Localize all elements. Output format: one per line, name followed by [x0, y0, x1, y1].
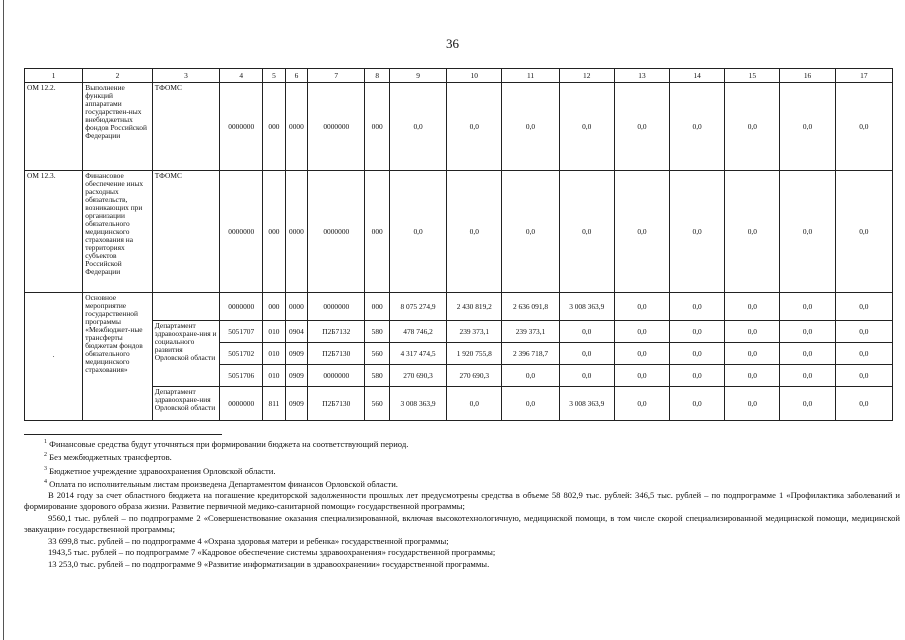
header-cell: 4 — [220, 69, 263, 83]
row-code-marker: · — [25, 293, 83, 421]
footnote-text: Финансовые средства будут уточняться при формировании бюджета на соответствующий период. — [49, 438, 409, 449]
body-paragraph: 9560,1 тыс. рублей – по подпрограмме 2 «Совершенствование оказания специализированной, включая высокотехнологичную, медицинской помощи, в том числе скорой специализированной медицинской помощи, медицинской эвакуации» государственной программы; — [24, 512, 900, 535]
cell: 8 075 274,9 — [389, 293, 446, 321]
header-cell: 3 — [152, 69, 219, 83]
cell: 580 — [365, 365, 390, 387]
cell: 2 430 819,2 — [447, 293, 502, 321]
footnote — [24, 477, 900, 490]
cell: 000 — [263, 83, 285, 171]
cell: 0000000 — [220, 293, 263, 321]
cell: 0,0 — [502, 387, 559, 421]
cell: 010 — [263, 365, 285, 387]
cell: 0000000 — [308, 171, 365, 293]
body-paragraph: 13 253,0 тыс. рублей – по подпрограмме 9 «Развитие информатизации в здравоохранении» государственной программы. — [48, 558, 490, 569]
cell: 0,0 — [725, 387, 780, 421]
cell: 0000000 — [220, 83, 263, 171]
cell: 0,0 — [725, 83, 780, 171]
row-agency: Департамент здравоохране-ния Орловской области — [152, 387, 219, 421]
cell: П2Б7130 — [308, 343, 365, 365]
table-row — [25, 171, 893, 293]
header-cell: 17 — [835, 69, 892, 83]
cell: 0,0 — [780, 83, 835, 171]
footnotes-section — [24, 434, 900, 570]
footnote — [24, 464, 900, 477]
cell: 0000000 — [220, 171, 263, 293]
cell: 0,0 — [670, 365, 725, 387]
table-header-row — [25, 69, 893, 83]
cell: 0,0 — [780, 293, 835, 321]
body-paragraph: В 2014 году за счет областного бюджета на погашение кредиторской задолженности прошлых лет предусмотрены средства в объеме 58 802,9 тыс. рублей: 346,5 тыс. рублей – по подпрограмме 1 «Профилактика заболеваний и формирование здорового образа жизни. Развитие первичной медико-санитарной помощи» государственной программы; — [24, 490, 900, 512]
row-name: Основное мероприятие государственной программы «Межбюджет-ные трансферты бюджетам фондов обязательного медицинского страхования» — [83, 293, 153, 421]
cell: 0,0 — [725, 343, 780, 365]
row-name: Выполнение функций аппаратами государствен-ных внебюджетных фондов Российской Федерации — [83, 83, 153, 171]
cell: 0,0 — [502, 83, 559, 171]
cell: 0,0 — [559, 365, 614, 387]
cell: 0,0 — [670, 343, 725, 365]
cell: 2 396 718,7 — [502, 343, 559, 365]
cell: 270 690,3 — [447, 365, 502, 387]
cell: 580 — [365, 321, 390, 343]
cell: 560 — [365, 387, 390, 421]
cell: 478 746,2 — [389, 321, 446, 343]
table-row — [25, 321, 893, 343]
cell: 0,0 — [447, 83, 502, 171]
cell: 0,0 — [502, 365, 559, 387]
cell: 0909 — [285, 387, 307, 421]
cell: 560 — [365, 343, 390, 365]
cell: 0,0 — [780, 387, 835, 421]
footnote — [24, 450, 900, 463]
cell: 0,0 — [670, 321, 725, 343]
footnote-mark: 2 — [44, 452, 47, 459]
row-agency: ТФОМС — [152, 171, 219, 293]
cell: 0,0 — [780, 321, 835, 343]
cell: 0,0 — [835, 343, 892, 365]
header-cell: 5 — [263, 69, 285, 83]
cell: 0,0 — [835, 171, 892, 293]
cell: 0,0 — [670, 293, 725, 321]
cell: 0000000 — [308, 365, 365, 387]
cell: 811 — [263, 387, 285, 421]
table-row — [25, 387, 893, 421]
cell: 239 373,1 — [502, 321, 559, 343]
footnote-separator — [24, 434, 222, 435]
page-edge-line — [3, 0, 4, 640]
footnote-mark: 3 — [44, 465, 47, 472]
cell: 0,0 — [725, 365, 780, 387]
page-number: 36 — [446, 36, 459, 51]
header-cell: 12 — [559, 69, 614, 83]
cell: 0,0 — [614, 343, 669, 365]
header-cell: 9 — [389, 69, 446, 83]
footnote-text: Без межбюджетных трансфертов. — [49, 452, 172, 463]
cell: 0909 — [285, 365, 307, 387]
header-cell: 1 — [25, 69, 83, 83]
cell: 0909 — [285, 343, 307, 365]
header-cell: 16 — [780, 69, 835, 83]
cell: 0,0 — [447, 387, 502, 421]
cell: 010 — [263, 321, 285, 343]
cell: 0,0 — [835, 293, 892, 321]
table-row — [25, 83, 893, 171]
cell: 0,0 — [780, 365, 835, 387]
table-row — [25, 293, 893, 321]
cell: 0904 — [285, 321, 307, 343]
cell: 0,0 — [614, 171, 669, 293]
cell: 0,0 — [559, 321, 614, 343]
cell: 0000 — [285, 293, 307, 321]
row-code: ОМ 12.2. — [25, 83, 83, 171]
cell: 000 — [365, 293, 390, 321]
cell: 5051707 — [220, 321, 263, 343]
header-cell: 8 — [365, 69, 390, 83]
cell: 000 — [365, 171, 390, 293]
footnote-mark: 4 — [44, 478, 47, 485]
cell: 270 690,3 — [389, 365, 446, 387]
cell: 000 — [263, 293, 285, 321]
footnote-mark: 1 — [44, 439, 47, 445]
cell: 0,0 — [780, 171, 835, 293]
header-cell: 13 — [614, 69, 669, 83]
cell: 0,0 — [559, 171, 614, 293]
cell: П2Б7130 — [308, 387, 365, 421]
cell: 0,0 — [780, 343, 835, 365]
cell: 0000 — [285, 83, 307, 171]
cell: 5051702 — [220, 343, 263, 365]
header-cell: 7 — [308, 69, 365, 83]
cell: П2Б7132 — [308, 321, 365, 343]
cell: 000 — [365, 83, 390, 171]
cell: 0,0 — [835, 83, 892, 171]
cell: 0,0 — [670, 387, 725, 421]
cell: 2 636 091,8 — [502, 293, 559, 321]
row-agency: Департамент здравоохране-ния и социального развития Орловской области — [152, 321, 219, 387]
header-cell: 6 — [285, 69, 307, 83]
cell: 239 373,1 — [447, 321, 502, 343]
cell: 0,0 — [614, 365, 669, 387]
cell: 0,0 — [614, 387, 669, 421]
cell: 0,0 — [725, 293, 780, 321]
cell: 0,0 — [835, 387, 892, 421]
cell: 0,0 — [835, 321, 892, 343]
cell: 0,0 — [389, 171, 446, 293]
row-code: ОМ 12.3. — [25, 171, 83, 293]
cell: 000 — [263, 171, 285, 293]
cell: 0,0 — [835, 365, 892, 387]
body-paragraph: 33 699,8 тыс. рублей – по подпрограмме 4 «Охрана здоровья матери и ребенка» государственной программы; — [48, 535, 449, 546]
cell: 0,0 — [725, 171, 780, 293]
cell: 0000 — [285, 171, 307, 293]
header-cell: 10 — [447, 69, 502, 83]
footnote-text: Оплата по исполнительным листам произведена Департаментом финансов Орловской области. — [49, 478, 398, 489]
cell: 0,0 — [502, 171, 559, 293]
cell: 0,0 — [614, 83, 669, 171]
cell: 0000000 — [308, 293, 365, 321]
cell: 0000000 — [308, 83, 365, 171]
cell: 1 920 755,8 — [447, 343, 502, 365]
header-cell: 2 — [83, 69, 153, 83]
row-name: Финансовое обеспечение иных расходных обязательств, возникающих при организации обязательного медицинского страхования на территориях субъектов Российской Федерации — [83, 171, 153, 293]
cell: 0,0 — [614, 293, 669, 321]
cell: 0,0 — [670, 171, 725, 293]
cell: 0,0 — [725, 321, 780, 343]
header-cell: 11 — [502, 69, 559, 83]
cell: 010 — [263, 343, 285, 365]
footnote-text: Бюджетное учреждение здравоохранения Орловской области. — [49, 465, 276, 476]
cell: 0,0 — [614, 321, 669, 343]
cell: 3 008 363,9 — [389, 387, 446, 421]
cell: 0,0 — [389, 83, 446, 171]
budget-table — [24, 68, 893, 421]
row-agency-empty — [152, 293, 219, 321]
cell: 0,0 — [559, 343, 614, 365]
cell: 0,0 — [670, 83, 725, 171]
cell: 3 008 363,9 — [559, 293, 614, 321]
body-paragraph: 1943,5 тыс. рублей – по подпрограмме 7 «Кадровое обеспечение системы здравоохранения» государственной программы; — [48, 547, 496, 558]
header-cell: 15 — [725, 69, 780, 83]
cell: 0,0 — [559, 83, 614, 171]
footnote — [24, 437, 900, 450]
row-agency: ТФОМС — [152, 83, 219, 171]
cell: 4 317 474,5 — [389, 343, 446, 365]
cell: 5051706 — [220, 365, 263, 387]
header-cell: 14 — [670, 69, 725, 83]
cell: 3 008 363,9 — [559, 387, 614, 421]
cell: 0,0 — [447, 171, 502, 293]
cell: 0000000 — [220, 387, 263, 421]
